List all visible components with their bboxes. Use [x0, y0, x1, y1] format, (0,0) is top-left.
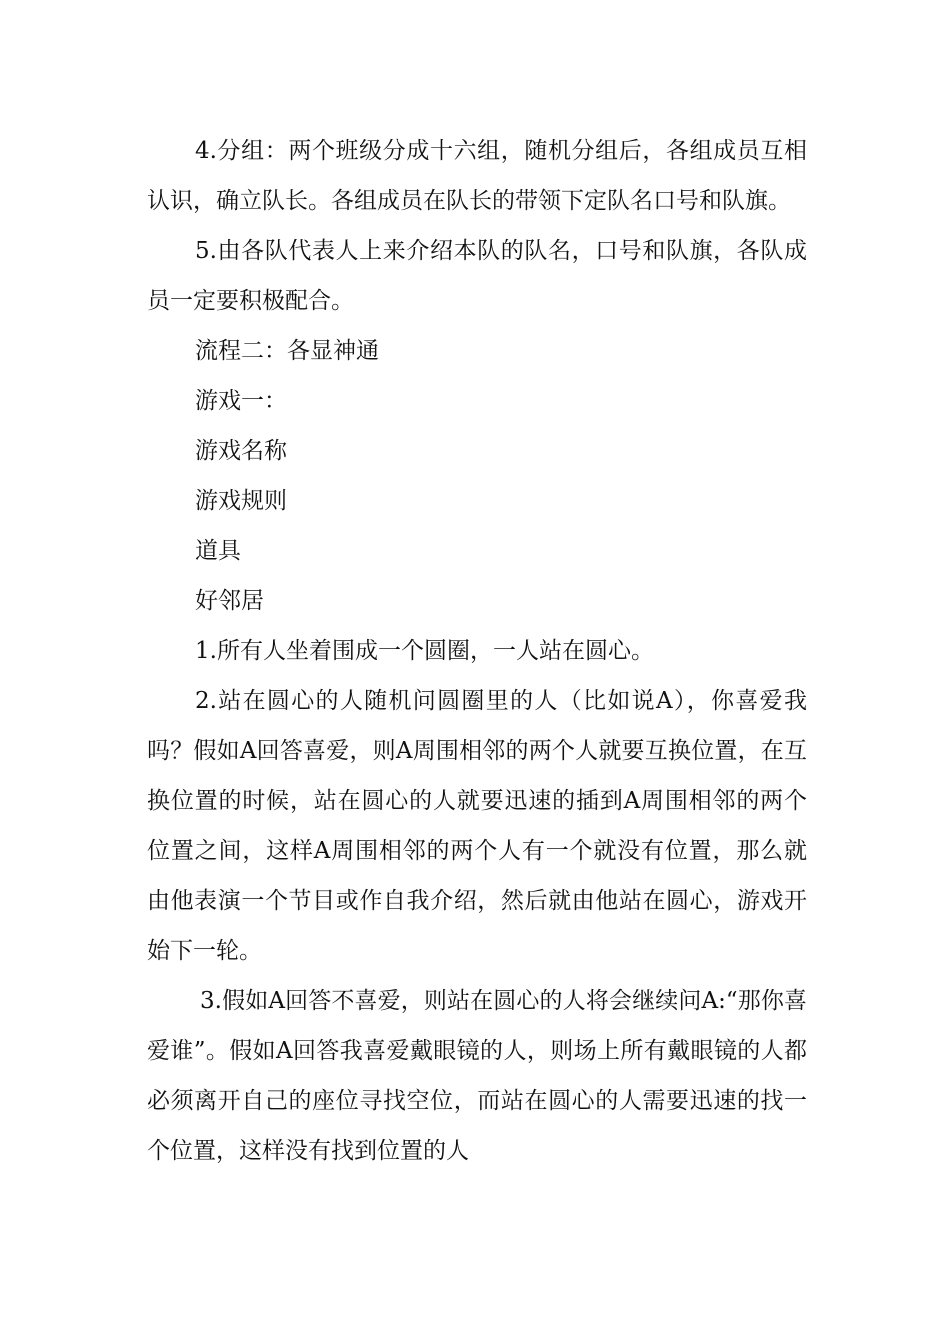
game-name-label: 游戏名称 [195, 438, 287, 464]
paragraph-grouping: 4.分组：两个班级分成十六组，随机分组后，各组成员互相认识，确立队长。各组成员在队长的带领下定队名口号和队旗。 [147, 138, 807, 214]
section-heading-process-two: 流程二：各显神通 [195, 338, 379, 364]
game-one-heading: 游戏一： [195, 388, 287, 414]
props-label: 道具 [195, 538, 241, 564]
paragraph-team-intro: 5.由各队代表人上来介绍本队的队名，口号和队旗，各队成员一定要积极配合。 [147, 238, 807, 314]
rule-step-3: 3.假如A回答不喜爱，则站在圆心的人将会继续问A:“那你喜爱谁”。假如A回答我喜爱戴眼镜的人，则场上所有戴眼镜的人都必须离开自己的座位寻找空位，而站在圆心的人需要迅速的找一个位置，这样没有找到位置的人 [147, 988, 807, 1164]
game-rules-label: 游戏规则 [195, 488, 287, 514]
rule-step-2: 2.站在圆心的人随机问圆圈里的人（比如说A），你喜爱我吗？假如A回答喜爱，则A周围相邻的两个人就要互换位置，在互换位置的时候，站在圆心的人就要迅速的插到A周围相邻的两个位置之间，这样A周围相邻的两个人有一个就没有位置，那么就由他表演一个节目或作自我介绍，然后就由他站在圆心，游戏开始下一轮。 [147, 688, 807, 964]
rule-step-1: 1.所有人坐着围成一个圆圈，一人站在圆心。 [195, 638, 654, 664]
document-page [147, 126, 807, 1176]
game-title-good-neighbor: 好邻居 [195, 588, 264, 614]
